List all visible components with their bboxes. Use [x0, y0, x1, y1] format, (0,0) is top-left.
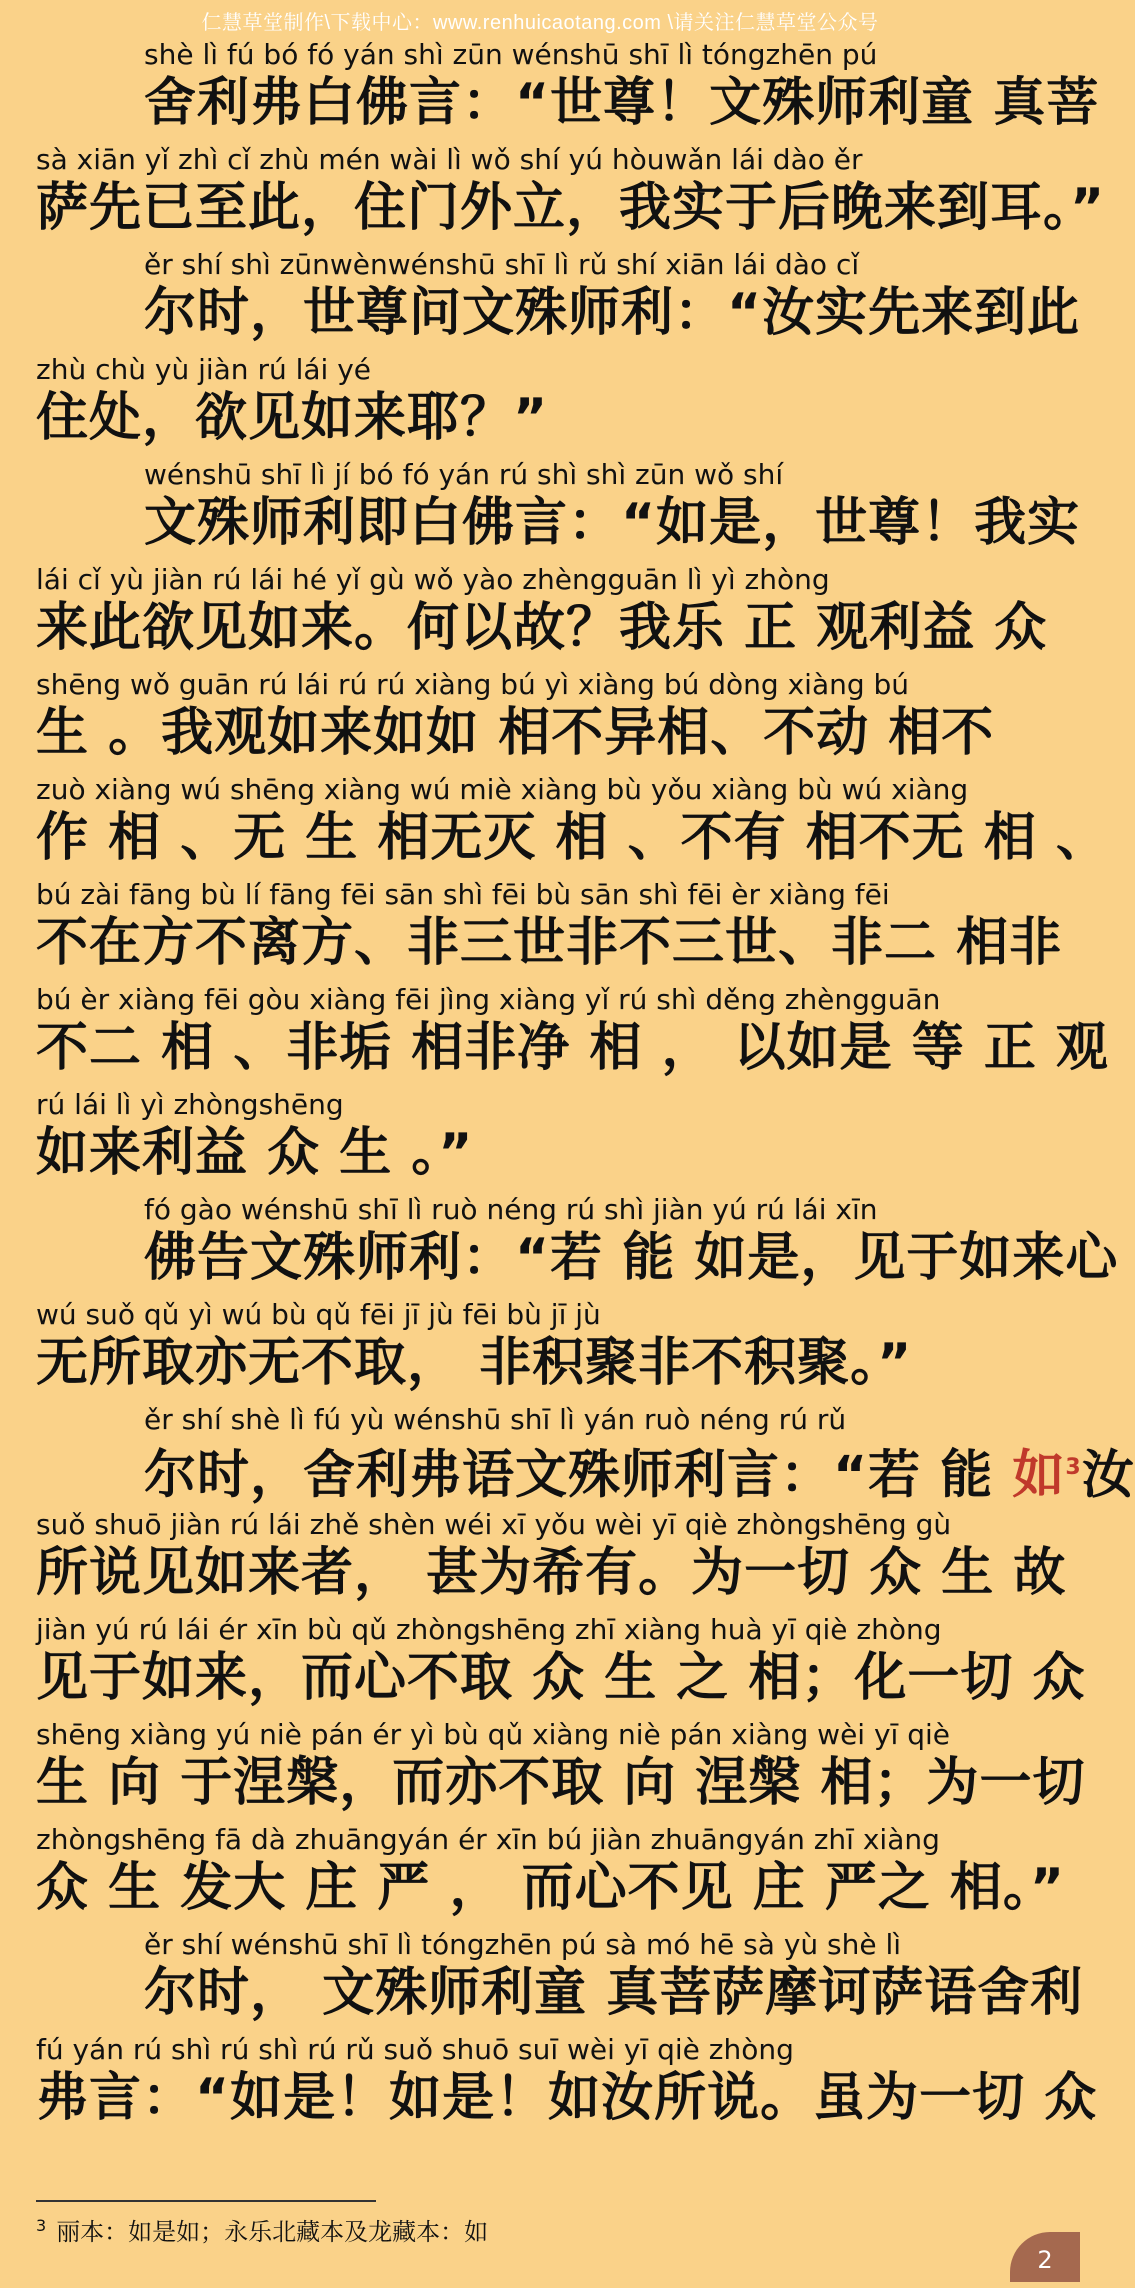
pinyin-line: ěr shí shè lì fú yù wénshū shī lì yán ruò néng rú rǔ	[144, 1403, 847, 1436]
pinyin-line: jiàn yú rú lái ér xīn bù qǔ zhòngshēng zhī xiàng huà yī qiè zhòng	[36, 1613, 942, 1646]
pinyin-line: ěr shí wénshū shī lì tóngzhēn pú sà mó hē sà yù shè lì	[144, 1928, 902, 1961]
pinyin-line: shēng xiàng yú niè pán ér yì bù qǔ xiàng niè pán xiàng wèi yī qiè	[36, 1718, 951, 1751]
text-line	[36, 1403, 1135, 1510]
text-line	[36, 1090, 1056, 1195]
pinyin-line: rú lái lì yì zhòngshēng	[36, 1088, 344, 1121]
pinyin-line: suǒ shuō jiàn rú lái zhě shèn wéi xī yǒu wèi yī qiè zhòngshēng gù	[36, 1508, 952, 1541]
pinyin-line: fú yán rú shì rú shì rú rǔ suǒ shuō suī wèi yī qiè zhòng	[36, 2033, 794, 2066]
hanzi-line: 舍利弗白佛言：“世尊！文殊师利童 真菩	[144, 73, 1100, 133]
text-line	[36, 773, 1109, 880]
hanzi-line: 尔时， 文殊师利童 真菩萨摩诃萨语舍利	[144, 1963, 1084, 2023]
footnote-number: 3	[36, 2216, 47, 2235]
hanzi-line: 文殊师利即白佛言：“如是，世尊！我实	[144, 493, 1081, 553]
pinyin-line: wú suǒ qǔ yì wú bù qǔ fēi jī jù fēi bù jī jù	[36, 1298, 601, 1331]
scripture-text	[36, 38, 1135, 2140]
hanzi-line: 不二 相 、非垢 相非净 相 ， 以如是 等 正 观	[36, 1018, 1109, 1078]
text-line	[36, 1823, 1066, 1930]
text-line	[36, 38, 1100, 145]
hanzi-line: 生 。我观如来如如 相不异相、不动 相不	[36, 703, 995, 763]
pinyin-line: lái cǐ yù jiàn rú lái hé yǐ gù wǒ yào zhèngguān lì yì zhòng	[36, 563, 830, 596]
hanzi-line: 弗言：“如是！如是！如汝所说。虽为一切 众	[36, 2068, 1098, 2128]
page-number-badge: 2	[1010, 2232, 1080, 2282]
pinyin-line: bú zài fāng bù lí fāng fēi sān shì fēi bù sān shì fēi èr xiàng fēi	[36, 878, 890, 911]
pinyin-line: zhòngshēng fā dà zhuāngyán ér xīn bú jiàn zhuāngyán zhī xiàng	[36, 1823, 940, 1856]
text-line	[36, 983, 1109, 1090]
hanzi-line: 来此欲见如来。何以故？我乐 正 观利益 众	[36, 598, 1048, 658]
text-line	[36, 1613, 1086, 1720]
pinyin-line: sà xiān yǐ zhì cǐ zhù mén wài lì wǒ shí yú hòuwǎn lái dào ěr	[36, 143, 863, 176]
text-line	[36, 248, 1081, 355]
page-header: 仁慧草堂制作\下载中心：www.renhuicaotang.com \请关注仁慧草堂公众号	[201, 12, 879, 34]
pinyin-line: fó gào wénshū shī lì ruò néng rú shì jiàn yú rú lái xīn	[144, 1193, 878, 1226]
footnote	[36, 2212, 488, 2247]
footnote-ref[interactable]: 3	[1065, 1455, 1082, 1480]
text-line	[36, 143, 1106, 250]
text-line	[36, 1928, 1084, 2035]
text-line	[36, 1508, 1067, 1615]
hanzi-segment: 尔时，舍利弗语文殊师利言：“若 能	[144, 1445, 1013, 1506]
hanzi-line: 作 相 、无 生 相无灭 相 、不有 相不无 相 、	[36, 808, 1109, 868]
text-line	[36, 2033, 1098, 2140]
hanzi-segment: 汝	[1081, 1445, 1135, 1506]
hanzi-line: 不在方不离方、非三世非不三世、非二 相非	[36, 913, 1063, 973]
pinyin-line: shè lì fú bó fó yán shì zūn wénshū shī lì tóngzhēn pú	[144, 38, 878, 71]
pinyin-line: ěr shí shì zūnwènwénshū shī lì rǔ shí xiān lái dào cǐ	[144, 248, 860, 281]
text-line	[36, 670, 1056, 775]
pinyin-line: wénshū shī lì jí bó fó yán rú shì shì zūn wǒ shí	[144, 458, 784, 491]
hanzi-line: 见于如来，而心不取 众 生 之 相；化一切 众	[36, 1648, 1086, 1708]
text-line	[36, 1300, 1056, 1405]
pinyin-line: shēng wǒ guān rú lái rú rú xiàng bú yì xiàng bú dòng xiàng bú	[36, 668, 910, 701]
hanzi-line: 萨先已至此，住门外立，我实于后晚来到耳。”	[36, 178, 1106, 238]
text-line	[36, 878, 1063, 985]
hanzi-line: 佛告文殊师利：“若 能 如是，见于如来心	[144, 1228, 1119, 1288]
pinyin-line: zhù chù yù jiàn rú lái yé	[36, 353, 372, 386]
pinyin-line: bú èr xiàng fēi gòu xiàng fēi jìng xiàng yǐ rú shì děng zhèngguān	[36, 983, 941, 1016]
hanzi-line: 生 向 于涅槃，而亦不取 向 涅槃 相；为一切	[36, 1753, 1086, 1813]
hanzi-line: 尔时，世尊问文殊师利：“汝实先来到此	[144, 283, 1081, 343]
hanzi-line: 如来利益 众 生 。”	[36, 1123, 474, 1183]
hanzi-line: 住处，欲见如来耶？”	[36, 388, 549, 448]
text-line	[36, 1718, 1086, 1825]
hanzi-line	[144, 1437, 1135, 1506]
footnote-text: 丽本：如是如；永乐北藏本及龙藏本：如	[56, 2218, 489, 2246]
text-line	[36, 565, 1056, 670]
hanzi-line: 所说见如来者， 甚为希有。为一切 众 生 故	[36, 1543, 1067, 1603]
text-line	[36, 1193, 1119, 1300]
hanzi-line: 无所取亦无不取， 非积聚非不积聚。”	[36, 1333, 913, 1393]
text-line	[36, 458, 1081, 565]
annotated-char: 如	[1012, 1445, 1066, 1506]
pinyin-line: zuò xiàng wú shēng xiàng wú miè xiàng bù yǒu xiàng bù wú xiàng	[36, 773, 969, 806]
text-line	[36, 355, 1056, 460]
hanzi-line: 众 生 发大 庄 严 ， 而心不见 庄 严之 相。”	[36, 1858, 1066, 1918]
footnote-divider	[36, 2200, 376, 2202]
